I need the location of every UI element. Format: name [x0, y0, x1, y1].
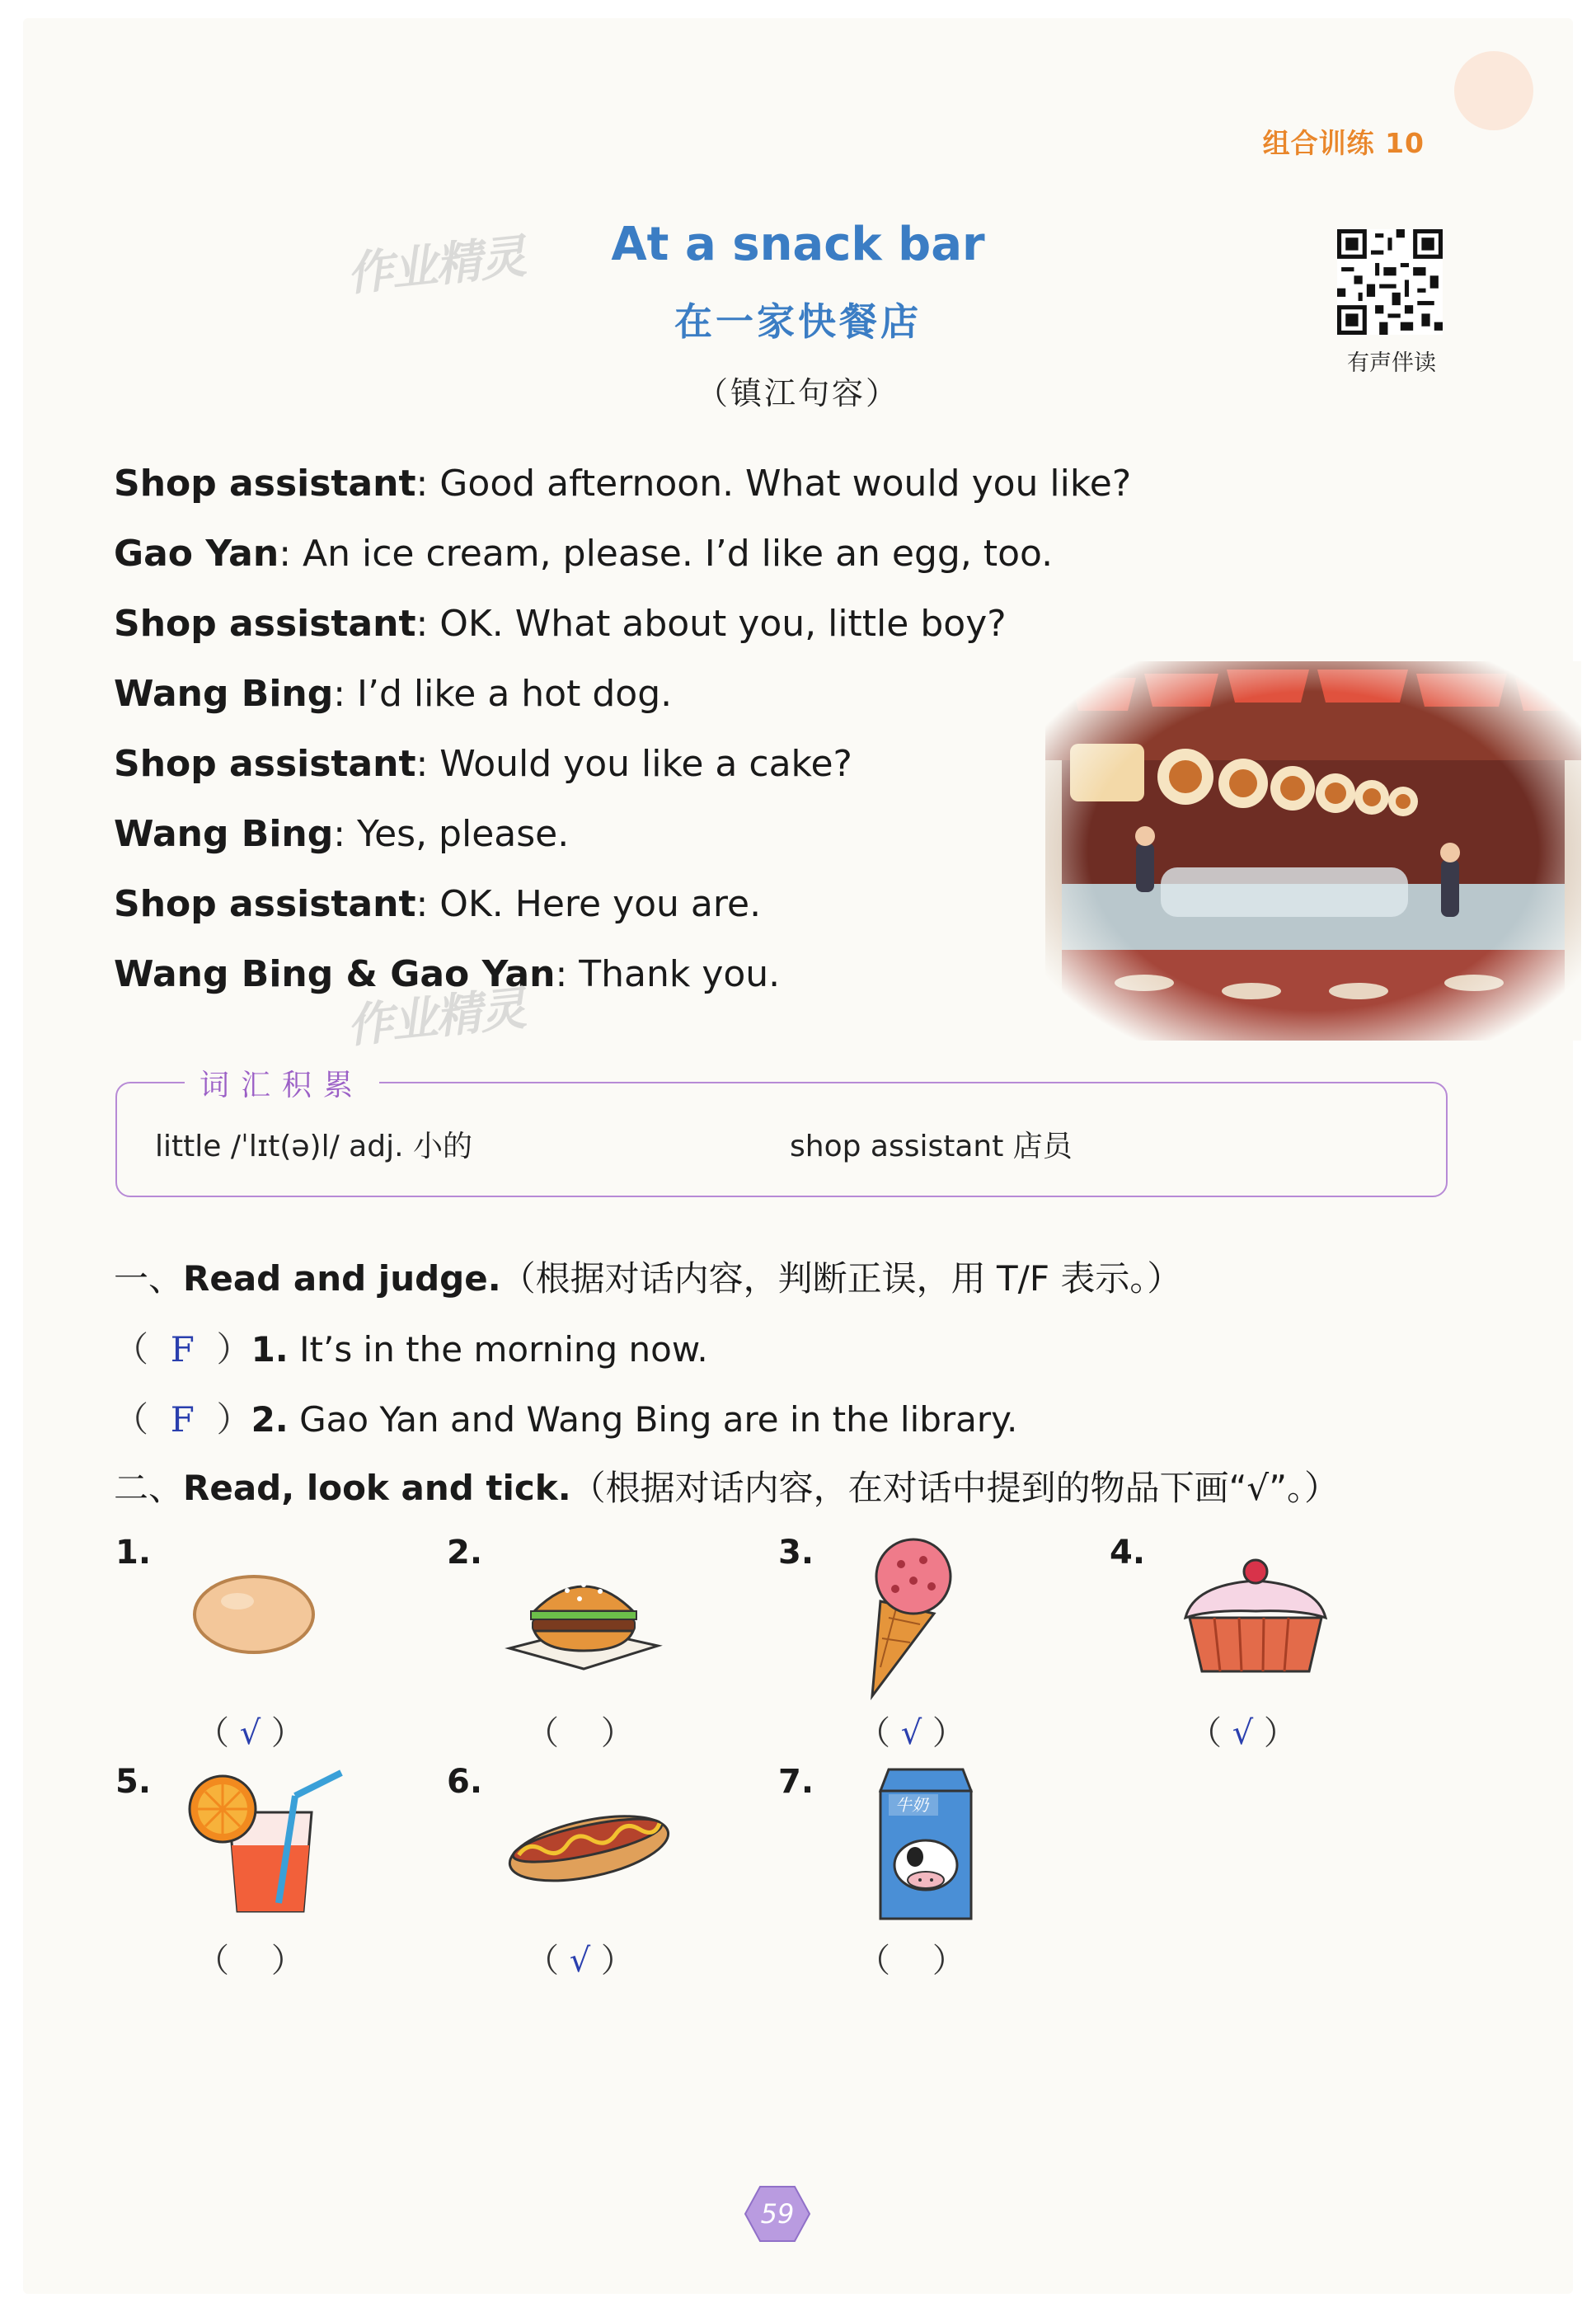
workbook-page: [23, 18, 1573, 2294]
title-chinese: 在一家快餐店: [674, 299, 922, 344]
vocab-heading: 词汇积累: [185, 1062, 379, 1104]
speaker: Shop assistant: [114, 743, 416, 785]
question-text: It’s in the morning now.: [299, 1329, 708, 1370]
milk-carton-icon: [864, 1766, 988, 1923]
tick-mark: √: [569, 1942, 591, 1980]
item-number: 1.: [115, 1534, 152, 1572]
title-english: At a snack bar: [611, 218, 985, 271]
judge-question: （ F ）2. Gao Yan and Wang Bing are in the library.: [114, 1399, 1018, 1440]
hamburger-icon: [501, 1553, 666, 1677]
question-text: Gao Yan and Wang Bing are in the library.: [299, 1399, 1018, 1440]
milk-label: 牛奶: [895, 1795, 928, 1815]
ice-cream-icon: [856, 1535, 963, 1700]
line-text: I’d like a hot dog.: [357, 673, 673, 715]
section2-title: [114, 1461, 1339, 1511]
section-title-text: Read, look and tick.: [183, 1468, 571, 1508]
orange-juice-icon: [180, 1763, 353, 1920]
dialogue-line: Gao Yan: An ice cream, please. I’d like an egg, too.: [114, 533, 1054, 575]
judge-question: （ F ）1. It’s in the morning now.: [114, 1329, 708, 1370]
speaker: Shop assistant: [114, 603, 416, 645]
tick-box[interactable]: （ ）: [526, 1714, 634, 1752]
egg-icon: [188, 1568, 320, 1659]
question-number: 1.: [251, 1329, 289, 1370]
tick-box[interactable]: （ √ ）: [857, 1714, 965, 1752]
dialogue-line: Shop assistant: OK. Here you are.: [114, 883, 762, 925]
vocab-item: little /ˈlɪt(ə)l/ adj. 小的: [155, 1130, 472, 1163]
tick-mark: √: [900, 1714, 922, 1752]
line-text: OK. Here you are.: [439, 883, 762, 925]
title-source: （镇江句容）: [696, 375, 899, 411]
tick-box[interactable]: （ √ ）: [1189, 1714, 1297, 1752]
section-prefix: 二、: [114, 1468, 184, 1508]
unit-label: 组合训练 10: [1262, 127, 1425, 159]
speaker: Wang Bing: [114, 673, 334, 715]
watermark: 作业精灵: [344, 229, 528, 303]
line-text: OK. What about you, little boy?: [439, 603, 1007, 645]
item-number: 2.: [447, 1534, 483, 1572]
hot-dog-icon: [501, 1797, 674, 1888]
answer-mark[interactable]: F: [170, 1399, 195, 1440]
section-title-text: Read and judge.: [183, 1258, 501, 1299]
dialogue-line: Wang Bing & Gao Yan: Thank you.: [114, 953, 781, 995]
answer-mark[interactable]: F: [170, 1329, 195, 1370]
item-number: 7.: [778, 1763, 814, 1801]
section-prefix: 一、: [114, 1258, 184, 1299]
dialogue: [114, 449, 1131, 1009]
tick-box[interactable]: （ √ ）: [196, 1714, 304, 1752]
section-instruction: （根据对话内容，在对话中提到的物品下画“√”。）: [570, 1468, 1339, 1508]
item-number: 3.: [778, 1534, 814, 1572]
speaker: Gao Yan: [114, 533, 279, 575]
vocab-item: shop assistant 店员: [790, 1130, 1073, 1163]
page-number: 59: [760, 2198, 795, 2230]
tick-box[interactable]: （ ）: [857, 1942, 965, 1980]
cake-icon: [1177, 1552, 1334, 1675]
page-number-badge: [744, 2185, 811, 2243]
tick-box[interactable]: （ ）: [196, 1942, 304, 1980]
qr-code-icon[interactable]: [1337, 229, 1443, 335]
tick-mark: √: [1232, 1714, 1254, 1752]
tick-mark: √: [239, 1714, 261, 1752]
watermark: 作业精灵: [344, 981, 528, 1055]
line-text: Good afternoon. What would you like?: [439, 463, 1132, 505]
line-text: Would you like a cake?: [439, 743, 852, 785]
section1-title: [114, 1252, 1181, 1301]
item-number: 6.: [447, 1763, 483, 1801]
speaker: Wang Bing & Gao Yan: [114, 953, 556, 995]
question-number: 2.: [251, 1399, 289, 1440]
dialogue-line: Shop assistant: OK. What about you, little boy?: [114, 603, 1007, 645]
dialogue-line: Wang Bing: I’d like a hot dog.: [114, 673, 673, 715]
dialogue-line: Wang Bing: Yes, please.: [114, 813, 570, 855]
tick-box[interactable]: （ √ ）: [526, 1942, 634, 1980]
item-number: 4.: [1110, 1534, 1146, 1572]
speaker: Shop assistant: [114, 463, 416, 505]
dialogue-line: Shop assistant: Good afternoon. What would you like?: [114, 463, 1132, 505]
line-text: An ice cream, please. I’d like an egg, too.: [303, 533, 1054, 575]
item-number: 5.: [115, 1763, 152, 1801]
dialogue-line: Shop assistant: Would you like a cake?: [114, 743, 852, 785]
speaker: Wang Bing: [114, 813, 334, 855]
speaker: Shop assistant: [114, 883, 416, 925]
decorative-circle: [1454, 51, 1533, 130]
qr-label: 有声伴读: [1347, 350, 1436, 376]
snack-bar-illustration: [1045, 661, 1581, 1041]
section-instruction: （根据对话内容，判断正误，用 T/F 表示。）: [500, 1258, 1182, 1299]
line-text: Yes, please.: [357, 813, 570, 855]
line-text: Thank you.: [579, 953, 781, 995]
